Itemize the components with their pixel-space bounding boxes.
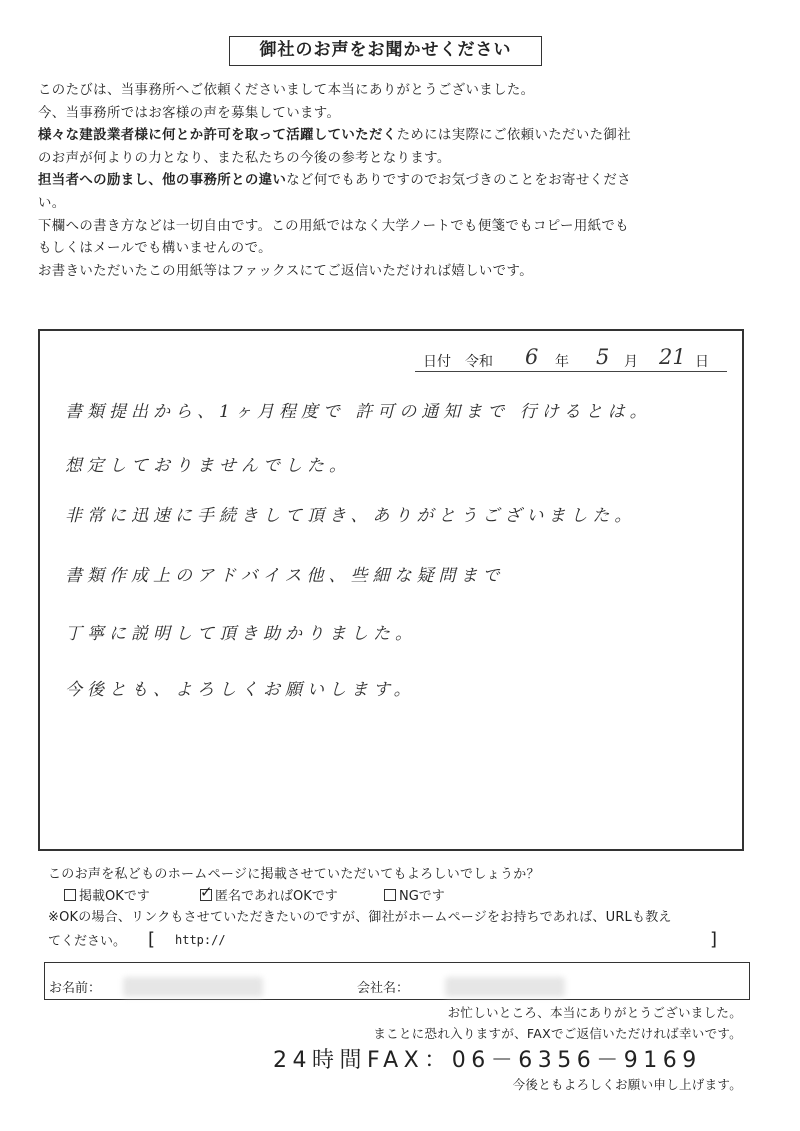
url-prompt: てください。 <box>48 934 127 949</box>
intro-line: もしくはメールでも構いませんので。 <box>38 241 272 257</box>
option-label: 匿名であればOKです <box>215 889 338 904</box>
company-redacted <box>445 977 565 997</box>
intro-line: お書きいただいたこの用紙等はファックスにてご返信いただければ嬉しいです。 <box>38 263 533 279</box>
message-line: 非常に迅速に手続きして頂き、ありがとうございました。 <box>65 506 637 526</box>
thanks-line: お忙しいところ、本当にありがとうございました。 <box>447 1005 742 1020</box>
link-note: ※OKの場合、リンクもさせていただきたいのですが、御社がホームページをお持ちであれば、URLも教え <box>48 910 672 925</box>
intro-text <box>38 80 763 283</box>
intro-line: 今、当事務所ではお客様の声を募集しています。 <box>38 105 341 121</box>
option-publish-ok[interactable] <box>64 885 150 904</box>
message-line: 丁寧に説明して頂き助かりました。 <box>65 624 417 644</box>
message-line: 書類提出から、1ヶ月程度で 許可の通知まで 行けるとは。 <box>65 402 652 422</box>
message-line: 書類作成上のアドバイス他、些細な疑問まで <box>65 566 505 586</box>
consent-question: このお声を私どものホームページに掲載させていただいてもよろしいでしょうか？ <box>48 867 540 882</box>
message-box <box>38 329 744 851</box>
date-day: 21 <box>659 345 686 369</box>
name-redacted <box>123 977 263 997</box>
intro-line <box>38 125 763 148</box>
date-era: 令和 <box>465 354 493 370</box>
option-anonymous-ok[interactable] <box>200 885 338 904</box>
intro-line <box>38 170 763 193</box>
form-title: 御社のお声をお聞かせください <box>229 36 542 66</box>
intro-rest: など何でもありですのでお気づきのことをお寄せくださ <box>286 173 631 189</box>
option-ng[interactable] <box>384 885 445 904</box>
intro-line: このたびは、当事務所へご依頼くださいまして本当にありがとうございました。 <box>38 83 535 98</box>
date-year-unit: 年 <box>555 354 569 370</box>
date-month: 5 <box>596 345 610 369</box>
company-label: 会社名： <box>357 981 410 996</box>
message-line: 想定しておりませんでした。 <box>65 456 351 476</box>
consent-options <box>64 885 764 905</box>
name-label: お名前： <box>49 981 102 996</box>
fax-number: 24時間FAX：06－6356－9169 <box>273 1048 702 1073</box>
option-label: 掲載OKです <box>79 889 150 904</box>
date-year: 6 <box>525 345 539 369</box>
date-label: 日付 <box>423 354 451 370</box>
url-bracket-close: ] <box>710 929 718 950</box>
url-bracket-open: [ <box>148 929 156 950</box>
url-field[interactable]: http:// <box>175 933 226 947</box>
intro-bold: 担当者への励まし、他の事務所との違い <box>38 173 287 189</box>
intro-rest: ためには実際にご依頼いただいた御社 <box>396 128 632 144</box>
intro-line: のお声が何よりの力となり、また私たちの今後の参考となります。 <box>38 150 451 166</box>
message-line: 今後とも、よろしくお願いします。 <box>65 680 416 700</box>
checkbox-anonymous-ok[interactable] <box>200 889 212 901</box>
checkbox-ng[interactable] <box>384 889 396 901</box>
name-company-box <box>44 962 750 1000</box>
option-label: NGです <box>399 889 445 904</box>
intro-line: い。 <box>38 195 66 211</box>
intro-bold: 様々な建設業者様に何とか許可を取って活躍していただく <box>38 128 397 144</box>
closing-line: 今後ともよろしくお願い申し上げます。 <box>512 1077 742 1092</box>
date-day-unit: 日 <box>695 354 709 370</box>
intro-line: 下欄への書き方などは一切自由です。この用紙ではなく大学ノートでも便箋でもコピー用紙でも <box>38 218 629 234</box>
date-month-unit: 月 <box>624 354 638 370</box>
date-line <box>415 345 727 372</box>
checkbox-publish-ok[interactable] <box>64 889 76 901</box>
fax-request: まことに恐れ入りますが、FAXでご返信いただければ幸いです。 <box>373 1026 742 1041</box>
